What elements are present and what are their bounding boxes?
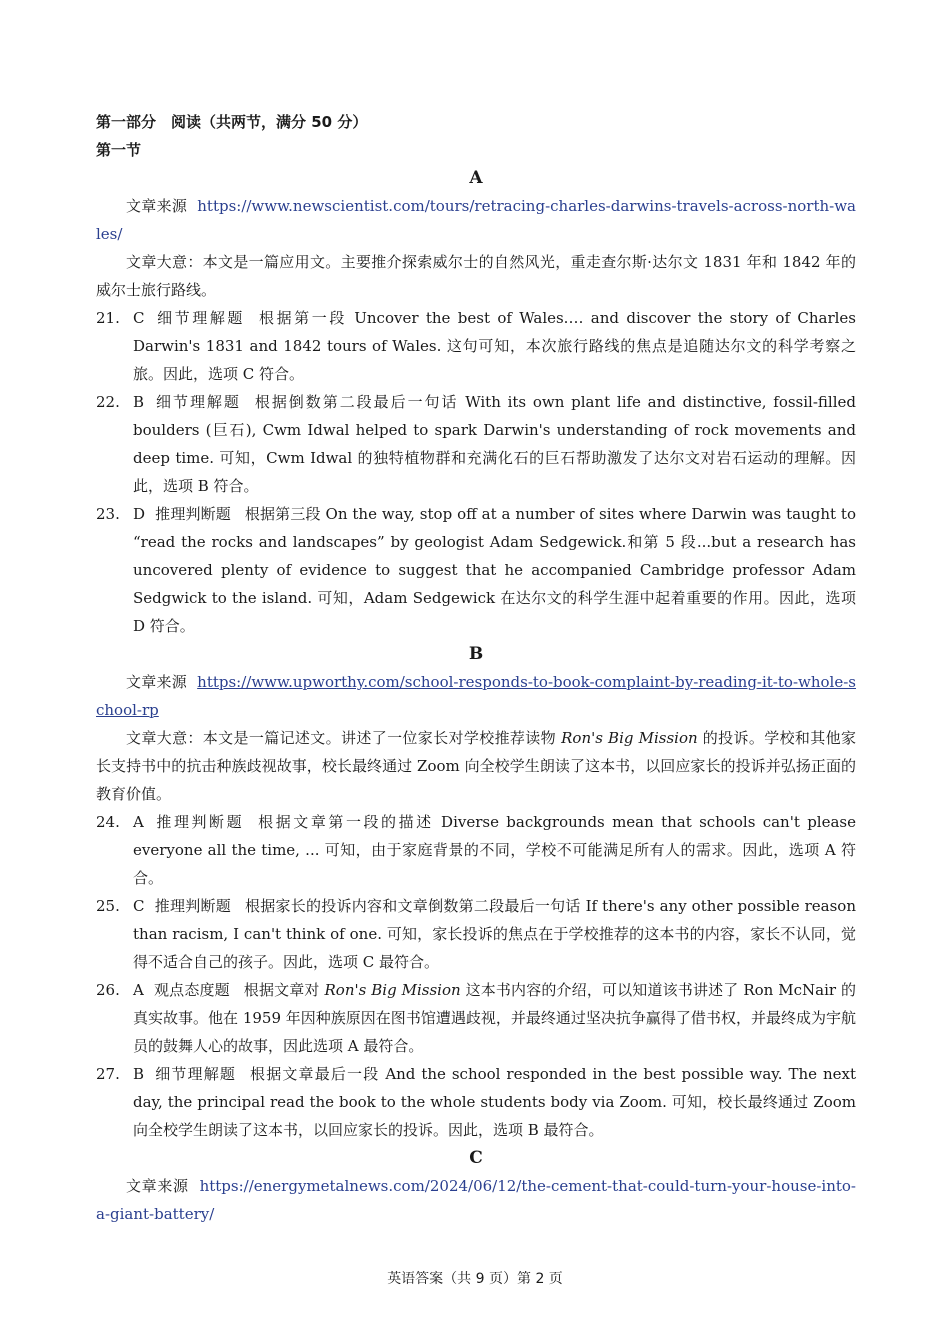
answer-item-25 [96, 892, 856, 976]
item-answer: A [133, 981, 144, 999]
book-title: Ron's Big Mission [324, 981, 461, 999]
answer-item-22 [96, 388, 856, 500]
item-type: 观点态度题 [153, 981, 230, 999]
item-number: 27. [96, 1065, 120, 1083]
source-link-b[interactable]: https://www.upworthy.com/school-responds-to-book-complaint-by-reading-it-to-whole-school-rp [96, 673, 856, 719]
summary-a [96, 248, 856, 304]
item-answer: B [133, 393, 145, 411]
source-line-a [96, 192, 856, 248]
answer-item-23 [96, 500, 856, 640]
source-link-c[interactable]: https://energymetalnews.com/2024/06/12/the-cement-that-could-turn-your-house-into-a-giant-battery/ [96, 1177, 856, 1223]
summary-text-b-1: 本文是一篇记述文。讲述了一位家长对学校推荐读物 [202, 729, 562, 747]
item-explanation: 根据家长的投诉内容和文章倒数第二段最后一句话 If there's any other possible reason than racism, I can't think of one. 可知，家长投诉的焦点在于学校推荐的这本书的内容，家长不认同，觉得不适合自己的孩子。因此，选项 C 最符合。 [133, 897, 856, 971]
summary-text-a: 本文是一篇应用文。主要推介探索威尔士的自然风光，重走查尔斯·达尔文 1831 年和 1842 年的威尔士旅行路线。 [96, 253, 856, 299]
answer-item-24 [96, 808, 856, 892]
section-letter-a: A [469, 168, 483, 188]
part-title: 第一部分 阅读（共两节，满分 50 分） [96, 113, 368, 131]
summary-label: 文章大意： [126, 253, 203, 271]
item-number: 21. [96, 309, 120, 327]
item-explanation-1: 根据文章对 [243, 981, 325, 999]
answer-page [96, 108, 856, 1228]
source-line-c [96, 1172, 856, 1228]
source-label: 文章来源 [126, 1177, 189, 1195]
item-type: 推理判断题 [155, 505, 231, 523]
item-explanation: 根据第一段 Uncover the best of Wales.… and discover the story of Charles Darwin's 1831 and 1842 tours of Wales. 这句可知，本次旅行路线的焦点是追随达尔文的科学考察之旅。因此，选项 C 符合。 [133, 309, 856, 383]
item-explanation: 根据文章第一段的描述 Diverse backgrounds mean that schools can't please everyone all the time, ... 可知，由于家庭背景的不同，学校不可能满足所有人的需求。因此，选项 A 符合。 [133, 813, 856, 887]
item-type: 推理判断题 [154, 897, 232, 915]
source-label: 文章来源 [126, 197, 188, 215]
summary-b [96, 724, 856, 808]
answer-item-21 [96, 304, 856, 388]
item-explanation-2: 这本书内容的介绍，可以知道该书讲述了 Ron McNair 的真实故事。他在 1959 年因种族原因在图书馆遭遇歧视，并最终通过坚决抗争赢得了借书权，并最终成为宇航员的鼓舞人心的故事，因此选项 A 最符合。 [133, 981, 856, 1055]
item-number: 25. [96, 897, 120, 915]
section-letter-b: B [468, 644, 484, 664]
section-letter-c: C [469, 1148, 483, 1168]
item-type: 细节理解题 [154, 309, 245, 327]
source-line-b [96, 668, 856, 724]
item-answer: C [133, 897, 145, 915]
summary-text-b-2: 的投诉。学校和其他家长支持书中的抗击种族歧视故事，校长最终通过 Zoom 向全校学生朗读了这本书，以回应家长的投诉并弘扬正面的教育价值。 [96, 729, 856, 803]
item-number: 24. [96, 813, 120, 831]
source-label: 文章来源 [126, 673, 188, 691]
answer-item-26 [96, 976, 856, 1060]
item-answer: C [133, 309, 145, 327]
item-number: 26. [96, 981, 120, 999]
book-title: Ron's Big Mission [561, 729, 698, 747]
summary-label: 文章大意： [126, 729, 203, 747]
item-answer: A [133, 813, 144, 831]
item-answer: B [133, 1065, 145, 1083]
answer-item-27 [96, 1060, 856, 1144]
section-title: 第一节 [96, 141, 142, 159]
page-footer: 英语答案（共 9 页）第 2 页 [387, 1271, 563, 1287]
item-answer: D [133, 505, 146, 523]
source-link-a[interactable]: https://www.newscientist.com/tours/retracing-charles-darwins-travels-across-north-wales/ [96, 197, 856, 243]
item-type: 细节理解题 [154, 393, 241, 411]
item-type: 推理判断题 [153, 813, 245, 831]
item-explanation: 根据文章最后一段 And the school responded in the best possible way. The next day, the principal read the book to the whole students body via Zoom. 可知，校长最终通过 Zoom 向全校学生朗读了这本书，以回应家长的投诉。因此，选项 B 最符合。 [133, 1065, 856, 1139]
item-explanation: 根据第三段 On the way, stop off at a number of sites where Darwin was taught to “read the rocks and landscapes” by geologist Adam Sedgewick.和第 5 段...but a research has uncovered plenty of evidence to suggest that he accompanied Cambridge professor Adam Sedgwick to the island. 可知，Adam Sedgewick 在达尔文的科学生涯中起着重要的作用。因此，选项 D 符合。 [133, 505, 856, 635]
item-number: 22. [96, 393, 120, 411]
item-type: 细节理解题 [154, 1065, 237, 1083]
item-explanation: 根据倒数第二段最后一句话 With its own plant life and distinctive, fossil-filled boulders (巨石), Cwm Idwal helped to spark Darwin's understanding of rock movements and deep time. 可知，Cwm Idwal 的独特植物群和充满化石的巨石帮助激发了达尔文对岩石运动的理解。因此，选项 B 符合。 [133, 393, 856, 495]
item-number: 23. [96, 505, 120, 523]
